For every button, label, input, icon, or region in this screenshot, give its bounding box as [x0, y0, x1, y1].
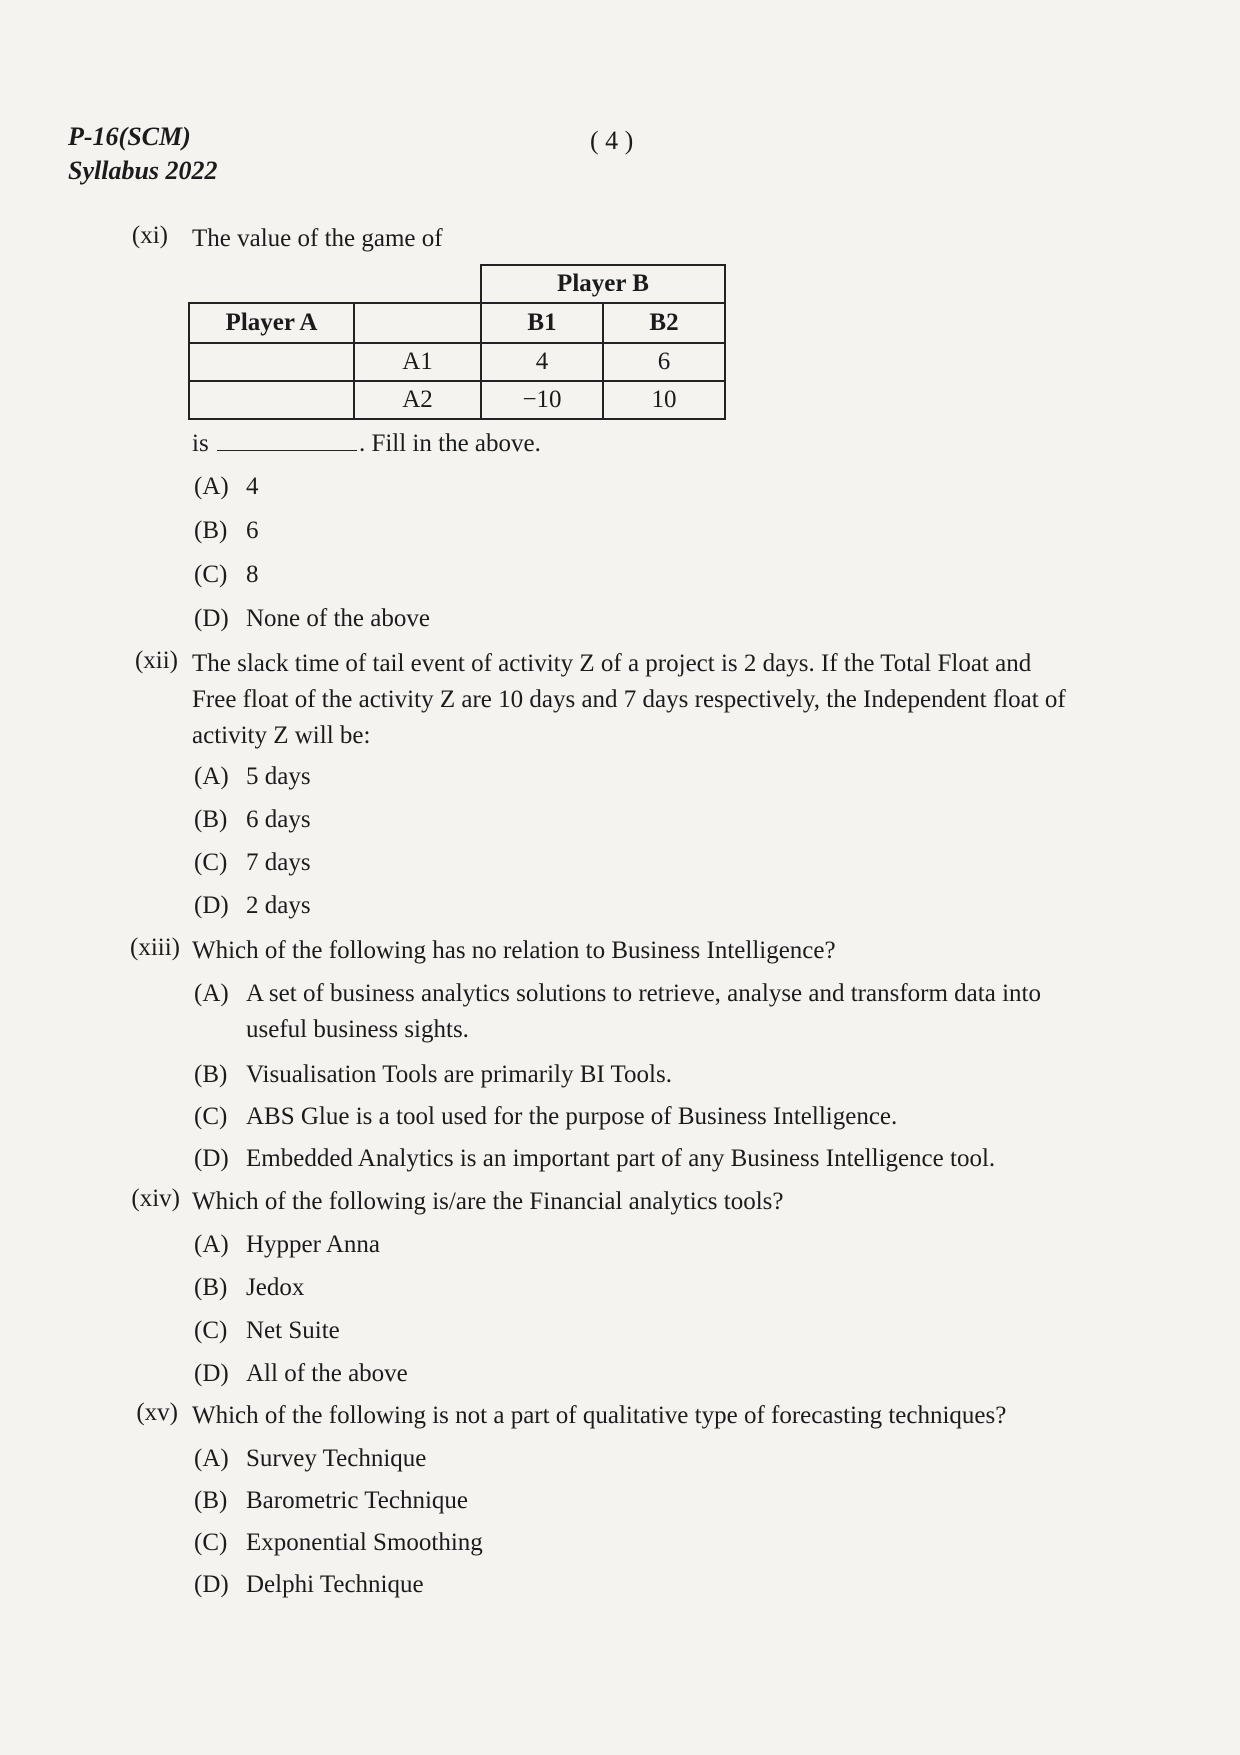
option-a — [194, 977, 1041, 1043]
option-a — [194, 760, 311, 794]
option-text: 2 days — [246, 892, 311, 919]
player-b-header: Player B — [481, 265, 725, 303]
option-text: 8 — [246, 561, 259, 588]
table-cell: 10 — [603, 381, 725, 419]
option-d — [194, 602, 430, 636]
option-c — [194, 558, 259, 592]
syllabus-label: Syllabus 2022 — [68, 156, 218, 185]
option-text: All of the above — [246, 1360, 408, 1387]
option-label: (C) — [194, 1317, 228, 1344]
empty-cell — [354, 303, 481, 343]
option-label: (D) — [194, 1360, 229, 1387]
payoff-table — [188, 264, 726, 420]
option-label: (A) — [194, 1231, 229, 1258]
option-d — [194, 1357, 408, 1391]
option-text: Visualisation Tools are primarily BI Tools. — [246, 1061, 672, 1088]
option-text: Net Suite — [246, 1317, 340, 1344]
option-text: Hypper Anna — [246, 1231, 380, 1258]
question-text-line: activity Z will be: — [192, 722, 371, 749]
option-label: (B) — [194, 1487, 228, 1514]
question-text: The value of the game of — [192, 225, 443, 252]
option-label: (A) — [194, 980, 229, 1007]
option-b — [194, 1484, 469, 1518]
option-label: (C) — [194, 1103, 228, 1130]
option-label: (D) — [194, 1571, 229, 1598]
empty-cell — [189, 265, 354, 303]
option-text: Embedded Analytics is an important part of any Business Intelligence tool. — [246, 1145, 996, 1172]
empty-cell — [354, 265, 481, 303]
option-b — [194, 1058, 672, 1092]
question-text-line: The slack time of tail event of activity Z of a project is 2 days. If the Total Float and — [192, 650, 1032, 677]
paper-code: P-16(SCM) — [68, 122, 191, 151]
option-label: (C) — [194, 849, 228, 876]
option-label: (A) — [194, 763, 229, 790]
option-label: (B) — [194, 517, 228, 544]
table-cell: 6 — [603, 343, 725, 381]
option-text: 6 days — [246, 806, 311, 833]
option-text: 7 days — [246, 849, 311, 876]
question-text: Which of the following has no relation to Business Intelligence? — [192, 937, 836, 964]
option-label: (B) — [194, 1274, 228, 1301]
option-b — [194, 514, 259, 548]
option-d — [194, 1568, 424, 1602]
option-c — [194, 1100, 898, 1134]
option-text: 5 days — [246, 763, 311, 790]
is-label: is — [192, 430, 209, 457]
option-label: (D) — [194, 892, 229, 919]
option-label: (A) — [194, 473, 229, 500]
option-a — [194, 470, 259, 504]
option-text: Survey Technique — [246, 1445, 427, 1472]
option-d — [194, 1142, 996, 1176]
empty-cell — [189, 381, 354, 419]
option-b — [194, 803, 311, 837]
option-c — [194, 1314, 340, 1348]
empty-cell — [189, 343, 354, 381]
question-number: (xiii) — [130, 934, 180, 961]
option-text: Jedox — [246, 1274, 305, 1301]
option-d — [194, 889, 311, 923]
table-cell: −10 — [481, 381, 603, 419]
option-text: 6 — [246, 517, 259, 544]
option-label: (C) — [194, 1529, 228, 1556]
player-a-header: Player A — [189, 303, 354, 343]
option-b — [194, 1271, 305, 1305]
page-number: ( 4 ) — [590, 126, 634, 155]
question-number: (xi) — [131, 222, 168, 249]
fill-instruction: . Fill in the above. — [358, 430, 541, 457]
col-header-b1: B1 — [481, 303, 603, 343]
option-text: ABS Glue is a tool used for the purpose of Business Intelligence. — [246, 1103, 898, 1130]
option-text: 4 — [246, 473, 259, 500]
option-text: Delphi Technique — [246, 1571, 424, 1598]
option-a — [194, 1442, 427, 1476]
row-label-a2: A2 — [354, 381, 481, 419]
row-label-a1: A1 — [354, 343, 481, 381]
option-label: (B) — [194, 1061, 228, 1088]
header-left — [68, 120, 218, 188]
option-text-continued: useful business sights. — [246, 1016, 469, 1043]
question-text-line: Free float of the activity Z are 10 days and 7 days respectively, the Independent float of — [192, 686, 1066, 713]
option-text: A set of business analytics solutions to retrieve, analyse and transform data into — [246, 980, 1041, 1007]
option-text: Barometric Technique — [246, 1487, 469, 1514]
option-label: (B) — [194, 806, 228, 833]
table-cell: 4 — [481, 343, 603, 381]
col-header-b2: B2 — [603, 303, 725, 343]
option-text: Exponential Smoothing — [246, 1529, 483, 1556]
option-label: (A) — [194, 1445, 229, 1472]
option-text: None of the above — [246, 605, 430, 632]
question-number: (xii) — [134, 647, 178, 674]
question-number: (xv) — [136, 1399, 178, 1426]
option-label: (D) — [194, 605, 229, 632]
option-a — [194, 1228, 380, 1262]
option-label: (C) — [194, 561, 228, 588]
option-c — [194, 846, 311, 880]
question-text: Which of the following is not a part of qualitative type of forecasting techniques? — [192, 1402, 1007, 1429]
option-label: (D) — [194, 1145, 229, 1172]
question-number: (xiv) — [131, 1185, 180, 1212]
option-c — [194, 1526, 483, 1560]
answer-blank — [217, 428, 357, 451]
question-text: Which of the following is/are the Financial analytics tools? — [192, 1188, 784, 1215]
